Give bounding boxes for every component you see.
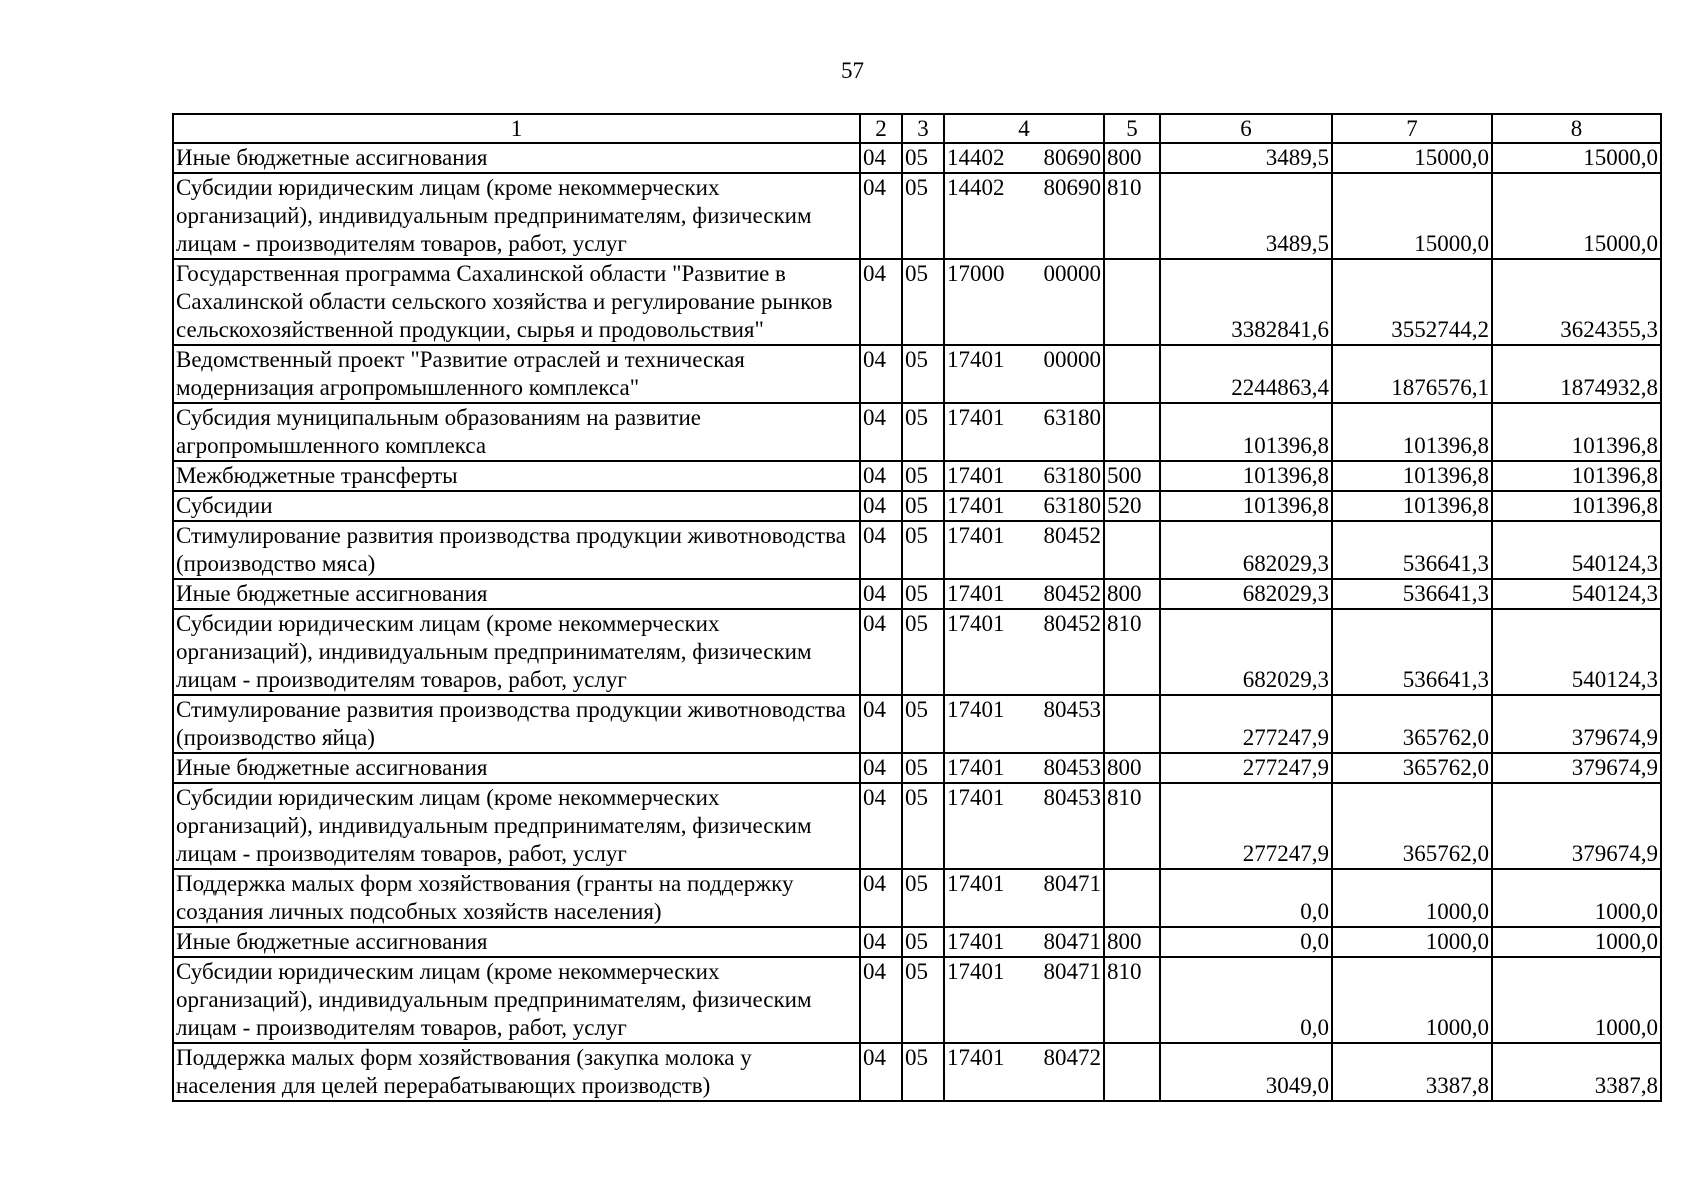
direction-code: 80453 [1043, 697, 1101, 722]
amount-col7: 536641,3 [1332, 579, 1492, 609]
target-article-code [944, 695, 1104, 753]
subsection-code: 05 [902, 695, 944, 753]
amount-col8: 540124,3 [1492, 609, 1661, 695]
direction-code: 80690 [1043, 175, 1101, 200]
amount-col7: 536641,3 [1332, 521, 1492, 579]
amount-col6: 3489,5 [1160, 173, 1332, 259]
program-code: 17401 [947, 929, 1005, 954]
amount-col6: 277247,9 [1160, 695, 1332, 753]
amount-col8: 3387,8 [1492, 1043, 1661, 1101]
table-row [173, 1043, 1661, 1101]
amount-col6: 2244863,4 [1160, 345, 1332, 403]
amount-col7: 1000,0 [1332, 927, 1492, 957]
program-code: 17401 [947, 523, 1005, 548]
column-header: 6 [1160, 114, 1332, 143]
direction-code: 80690 [1043, 145, 1101, 170]
table-row [173, 491, 1661, 521]
expense-type-code: 810 [1104, 609, 1160, 695]
row-name: Ведомственный проект "Развитие отраслей и техническая модернизация агропромышленного комплекса" [173, 345, 860, 403]
table-row [173, 345, 1661, 403]
section-code: 04 [860, 521, 902, 579]
expense-type-code: 810 [1104, 957, 1160, 1043]
target-article-code [944, 609, 1104, 695]
section-code: 04 [860, 869, 902, 927]
row-name: Субсидии юридическим лицам (кроме некоммерческих организаций), индивидуальным предпринимателям, физическим лицам - производителям товаров, работ, услуг [173, 609, 860, 695]
direction-code: 63180 [1043, 405, 1101, 430]
program-code: 17401 [947, 1045, 1005, 1070]
direction-code: 00000 [1043, 347, 1101, 372]
table-row [173, 521, 1661, 579]
expense-type-code [1104, 259, 1160, 345]
direction-code: 63180 [1043, 493, 1101, 518]
target-article-code [944, 173, 1104, 259]
section-code: 04 [860, 927, 902, 957]
row-name: Субсидии юридическим лицам (кроме некоммерческих организаций), индивидуальным предпринимателям, физическим лицам - производителям товаров, работ, услуг [173, 957, 860, 1043]
section-code: 04 [860, 345, 902, 403]
direction-code: 80471 [1043, 959, 1101, 984]
table-row [173, 579, 1661, 609]
row-name: Субсидии юридическим лицам (кроме некоммерческих организаций), индивидуальным предпринимателям, физическим лицам - производителям товаров, работ, услуг [173, 783, 860, 869]
subsection-code: 05 [902, 957, 944, 1043]
expense-type-code [1104, 695, 1160, 753]
subsection-code: 05 [902, 173, 944, 259]
direction-code: 80452 [1043, 611, 1101, 636]
program-code: 17401 [947, 463, 1005, 488]
expense-type-code [1104, 1043, 1160, 1101]
table-row [173, 869, 1661, 927]
row-name: Иные бюджетные ассигнования [173, 753, 860, 783]
target-article-code [944, 1043, 1104, 1101]
subsection-code: 05 [902, 345, 944, 403]
amount-col6: 682029,3 [1160, 609, 1332, 695]
expense-type-code: 800 [1104, 579, 1160, 609]
header-row [173, 114, 1661, 143]
subsection-code: 05 [902, 403, 944, 461]
expense-type-code [1104, 869, 1160, 927]
amount-col7: 1000,0 [1332, 869, 1492, 927]
column-header: 5 [1104, 114, 1160, 143]
row-name: Субсидии [173, 491, 860, 521]
target-article-code [944, 143, 1104, 173]
amount-col7: 101396,8 [1332, 403, 1492, 461]
target-article-code [944, 753, 1104, 783]
subsection-code: 05 [902, 259, 944, 345]
amount-col8: 379674,9 [1492, 753, 1661, 783]
amount-col6: 277247,9 [1160, 783, 1332, 869]
subsection-code: 05 [902, 869, 944, 927]
budget-table [172, 113, 1662, 1102]
target-article-code [944, 491, 1104, 521]
row-name: Иные бюджетные ассигнования [173, 927, 860, 957]
program-code: 17401 [947, 871, 1005, 896]
amount-col6: 277247,9 [1160, 753, 1332, 783]
row-name: Поддержка малых форм хозяйствования (закупка молока у населения для целей перерабатывающих производств) [173, 1043, 860, 1101]
amount-col7: 3552744,2 [1332, 259, 1492, 345]
target-article-code [944, 345, 1104, 403]
expense-type-code: 500 [1104, 461, 1160, 491]
amount-col8: 1000,0 [1492, 927, 1661, 957]
section-code: 04 [860, 957, 902, 1043]
row-name: Иные бюджетные ассигнования [173, 579, 860, 609]
table-row [173, 753, 1661, 783]
row-name: Стимулирование развития производства продукции животноводства (производство яйца) [173, 695, 860, 753]
row-name: Государственная программа Сахалинской области "Развитие в Сахалинской области сельского хозяйства и регулирование рынков сельскохозяйственной продукции, сырья и продовольствия" [173, 259, 860, 345]
amount-col8: 101396,8 [1492, 403, 1661, 461]
amount-col7: 101396,8 [1332, 491, 1492, 521]
table-row [173, 461, 1661, 491]
direction-code: 63180 [1043, 463, 1101, 488]
section-code: 04 [860, 753, 902, 783]
direction-code: 80471 [1043, 929, 1101, 954]
subsection-code: 05 [902, 1043, 944, 1101]
expense-type-code [1104, 403, 1160, 461]
target-article-code [944, 579, 1104, 609]
amount-col6: 682029,3 [1160, 521, 1332, 579]
amount-col7: 15000,0 [1332, 173, 1492, 259]
direction-code: 80453 [1043, 755, 1101, 780]
direction-code: 80453 [1043, 785, 1101, 810]
subsection-code: 05 [902, 783, 944, 869]
table-body [173, 143, 1661, 1101]
target-article-code [944, 461, 1104, 491]
row-name: Субсидии юридическим лицам (кроме некоммерческих организаций), индивидуальным предпринимателям, физическим лицам - производителям товаров, работ, услуг [173, 173, 860, 259]
amount-col6: 3049,0 [1160, 1043, 1332, 1101]
section-code: 04 [860, 461, 902, 491]
direction-code: 80472 [1043, 1045, 1101, 1070]
section-code: 04 [860, 173, 902, 259]
column-header: 3 [902, 114, 944, 143]
subsection-code: 05 [902, 927, 944, 957]
amount-col7: 3387,8 [1332, 1043, 1492, 1101]
amount-col6: 3382841,6 [1160, 259, 1332, 345]
amount-col8: 379674,9 [1492, 783, 1661, 869]
amount-col8: 1000,0 [1492, 957, 1661, 1043]
row-name: Межбюджетные трансферты [173, 461, 860, 491]
amount-col8: 101396,8 [1492, 461, 1661, 491]
amount-col7: 1876576,1 [1332, 345, 1492, 403]
subsection-code: 05 [902, 491, 944, 521]
program-code: 17401 [947, 755, 1005, 780]
expense-type-code: 810 [1104, 173, 1160, 259]
column-header: 2 [860, 114, 902, 143]
direction-code: 80452 [1043, 581, 1101, 606]
section-code: 04 [860, 783, 902, 869]
subsection-code: 05 [902, 461, 944, 491]
amount-col6: 0,0 [1160, 957, 1332, 1043]
row-name: Поддержка малых форм хозяйствования (гранты на поддержку создания личных подсобных хозяйств населения) [173, 869, 860, 927]
subsection-code: 05 [902, 143, 944, 173]
amount-col8: 1874932,8 [1492, 345, 1661, 403]
program-code: 17401 [947, 959, 1005, 984]
page-number: 57 [841, 58, 864, 83]
target-article-code [944, 521, 1104, 579]
expense-type-code: 800 [1104, 927, 1160, 957]
program-code: 14402 [947, 175, 1005, 200]
section-code: 04 [860, 1043, 902, 1101]
section-code: 04 [860, 491, 902, 521]
direction-code: 80471 [1043, 871, 1101, 896]
table-row [173, 403, 1661, 461]
amount-col8: 1000,0 [1492, 869, 1661, 927]
target-article-code [944, 783, 1104, 869]
row-name: Субсидия муниципальным образованиям на развитие агропромышленного комплекса [173, 403, 860, 461]
program-code: 17401 [947, 785, 1005, 810]
amount-col8: 101396,8 [1492, 491, 1661, 521]
table-row [173, 695, 1661, 753]
subsection-code: 05 [902, 579, 944, 609]
program-code: 14402 [947, 145, 1005, 170]
target-article-code [944, 869, 1104, 927]
section-code: 04 [860, 403, 902, 461]
table-row [173, 957, 1661, 1043]
amount-col8: 379674,9 [1492, 695, 1661, 753]
program-code: 17401 [947, 581, 1005, 606]
section-code: 04 [860, 143, 902, 173]
program-code: 17401 [947, 493, 1005, 518]
table-row [173, 173, 1661, 259]
subsection-code: 05 [902, 753, 944, 783]
section-code: 04 [860, 609, 902, 695]
amount-col7: 15000,0 [1332, 143, 1492, 173]
column-header: 1 [173, 114, 860, 143]
amount-col6: 682029,3 [1160, 579, 1332, 609]
expense-type-code [1104, 521, 1160, 579]
amount-col6: 101396,8 [1160, 491, 1332, 521]
target-article-code [944, 259, 1104, 345]
amount-col8: 15000,0 [1492, 143, 1661, 173]
amount-col8: 540124,3 [1492, 579, 1661, 609]
amount-col7: 365762,0 [1332, 695, 1492, 753]
section-code: 04 [860, 579, 902, 609]
table-row [173, 927, 1661, 957]
expense-type-code: 800 [1104, 753, 1160, 783]
column-header: 7 [1332, 114, 1492, 143]
direction-code: 00000 [1043, 261, 1101, 286]
target-article-code [944, 403, 1104, 461]
table-row [173, 259, 1661, 345]
expense-type-code: 810 [1104, 783, 1160, 869]
section-code: 04 [860, 695, 902, 753]
table-row [173, 609, 1661, 695]
amount-col7: 365762,0 [1332, 783, 1492, 869]
program-code: 17401 [947, 405, 1005, 430]
table-row [173, 143, 1661, 173]
program-code: 17401 [947, 347, 1005, 372]
table-row [173, 783, 1661, 869]
amount-col6: 101396,8 [1160, 403, 1332, 461]
amount-col7: 536641,3 [1332, 609, 1492, 695]
amount-col8: 15000,0 [1492, 173, 1661, 259]
program-code: 17000 [947, 261, 1005, 286]
amount-col6: 101396,8 [1160, 461, 1332, 491]
amount-col8: 3624355,3 [1492, 259, 1661, 345]
amount-col6: 3489,5 [1160, 143, 1332, 173]
program-code: 17401 [947, 611, 1005, 636]
amount-col7: 365762,0 [1332, 753, 1492, 783]
column-header: 4 [944, 114, 1104, 143]
target-article-code [944, 927, 1104, 957]
direction-code: 80452 [1043, 523, 1101, 548]
expense-type-code: 520 [1104, 491, 1160, 521]
row-name: Стимулирование развития производства продукции животноводства (производство мяса) [173, 521, 860, 579]
subsection-code: 05 [902, 609, 944, 695]
amount-col8: 540124,3 [1492, 521, 1661, 579]
amount-col7: 101396,8 [1332, 461, 1492, 491]
program-code: 17401 [947, 697, 1005, 722]
expense-type-code: 800 [1104, 143, 1160, 173]
column-header: 8 [1492, 114, 1661, 143]
section-code: 04 [860, 259, 902, 345]
amount-col6: 0,0 [1160, 869, 1332, 927]
amount-col7: 1000,0 [1332, 957, 1492, 1043]
subsection-code: 05 [902, 521, 944, 579]
row-name: Иные бюджетные ассигнования [173, 143, 860, 173]
amount-col6: 0,0 [1160, 927, 1332, 957]
expense-type-code [1104, 345, 1160, 403]
target-article-code [944, 957, 1104, 1043]
